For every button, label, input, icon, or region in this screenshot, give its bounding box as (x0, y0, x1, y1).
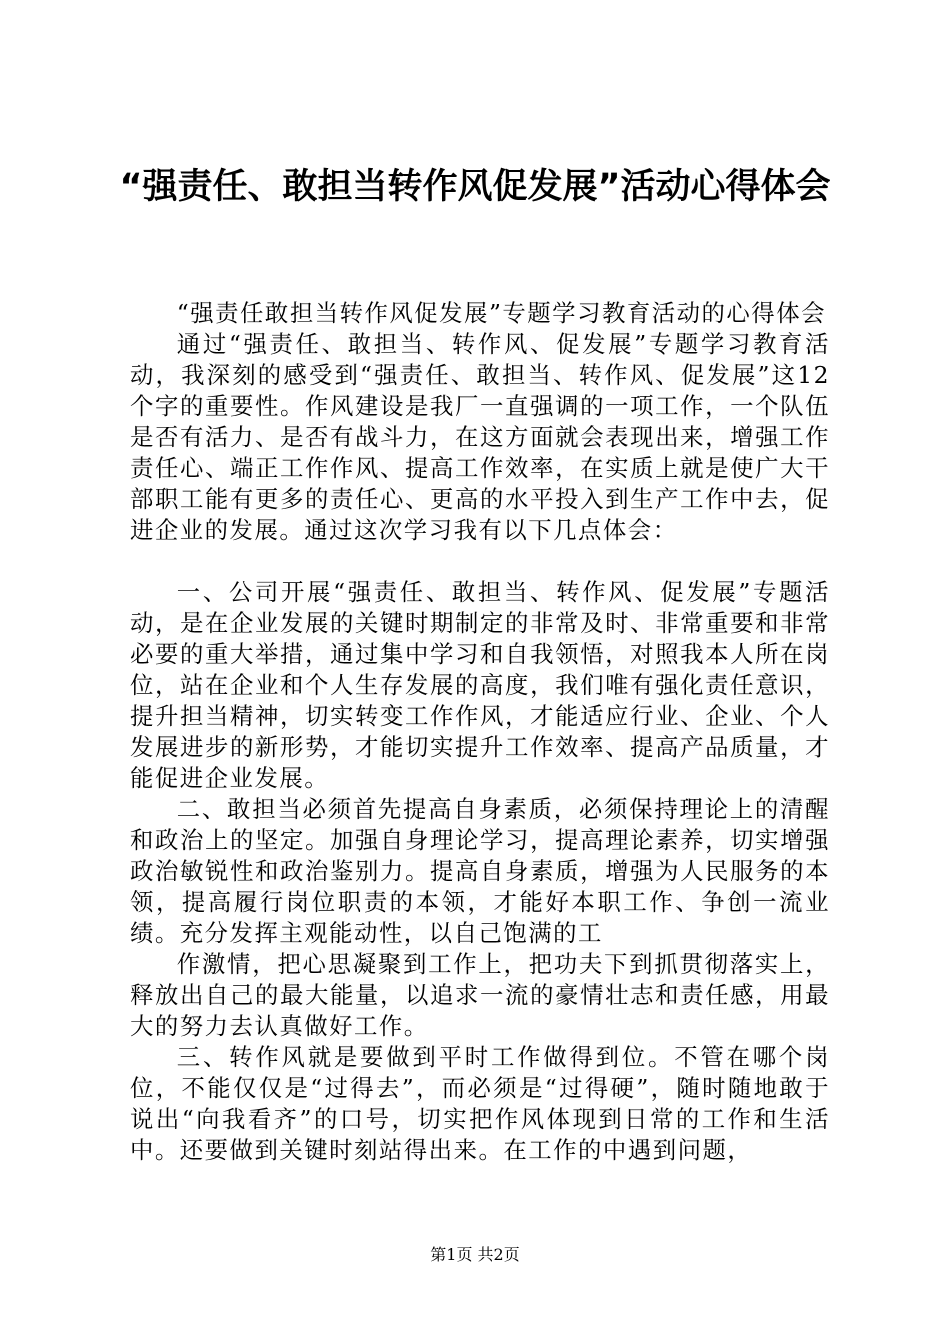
paragraph-point-two: 二、敢担当必须首先提高自身素质，必须保持理论上的清醒和政治上的坚定。加强自身理论学习，提高理论素养，切实增强政治敏锐性和政治鉴别力。提高自身素质，增强为人民服务的本领，提高履行岗位职责的本领，才能好本职工作、争创一流业绩。充分发挥主观能动性，以自己饱满的工 (130, 795, 830, 947)
paragraph-subtitle: “强责任敢担当转作风促发展”专题学习教育活动的心得体会 (176, 299, 826, 327)
document-body (130, 298, 830, 1166)
paragraph-point-two-continued: 作激情，把心思凝聚到工作上，把功夫下到抓贯彻落实上，释放出自己的最大能量，以追求一流的豪情壮志和责任感，用最大的努力去认真做好工作。 (130, 950, 830, 1040)
paragraph-intro: 通过“强责任、敢担当、转作风、促发展”专题学习教育活动，我深刻的感受到“强责任、敢担当、转作风、促发展”这12个字的重要性。作风建设是我厂一直强调的一项工作，一个队伍是否有活力、是否有战斗力，在这方面就会表现出来，增强工作责任心、端正工作作风、提高工作效率，在实质上就是使广大干部职工能有更多的责任心、更高的水平投入到生产工作中去，促进企业的发展。通过这次学习我有以下几点体会： (130, 330, 830, 544)
paragraph-point-one: 一、公司开展“强责任、敢担当、转作风、促发展”专题活动，是在企业发展的关键时期制定的非常及时、非常重要和非常必要的重大举措，通过集中学习和自我领悟，对照我本人所在岗位，站在企业和个人生存发展的高度，我们唯有强化责任意识，提升担当精神，切实转变工作作风，才能适应行业、企业、个人发展进步的新形势，才能切实提升工作效率、提高产品质量，才能促进企业发展。 (130, 578, 830, 792)
paragraph-point-three: 三、转作风就是要做到平时工作做得到位。不管在哪个岗位，不能仅仅是“过得去”，而必须是“过得硬”，随时随地敢于说出“向我看齐”的口号，切实把作风体现到日常的工作和生活中。还要做到关键时刻站得出来。在工作的中遇到问题， (130, 1043, 830, 1164)
document-title: “强责任、敢担当转作风促发展”活动心得体会 (119, 167, 831, 207)
page-number-footer: 第1页 共2页 (430, 1245, 520, 1264)
